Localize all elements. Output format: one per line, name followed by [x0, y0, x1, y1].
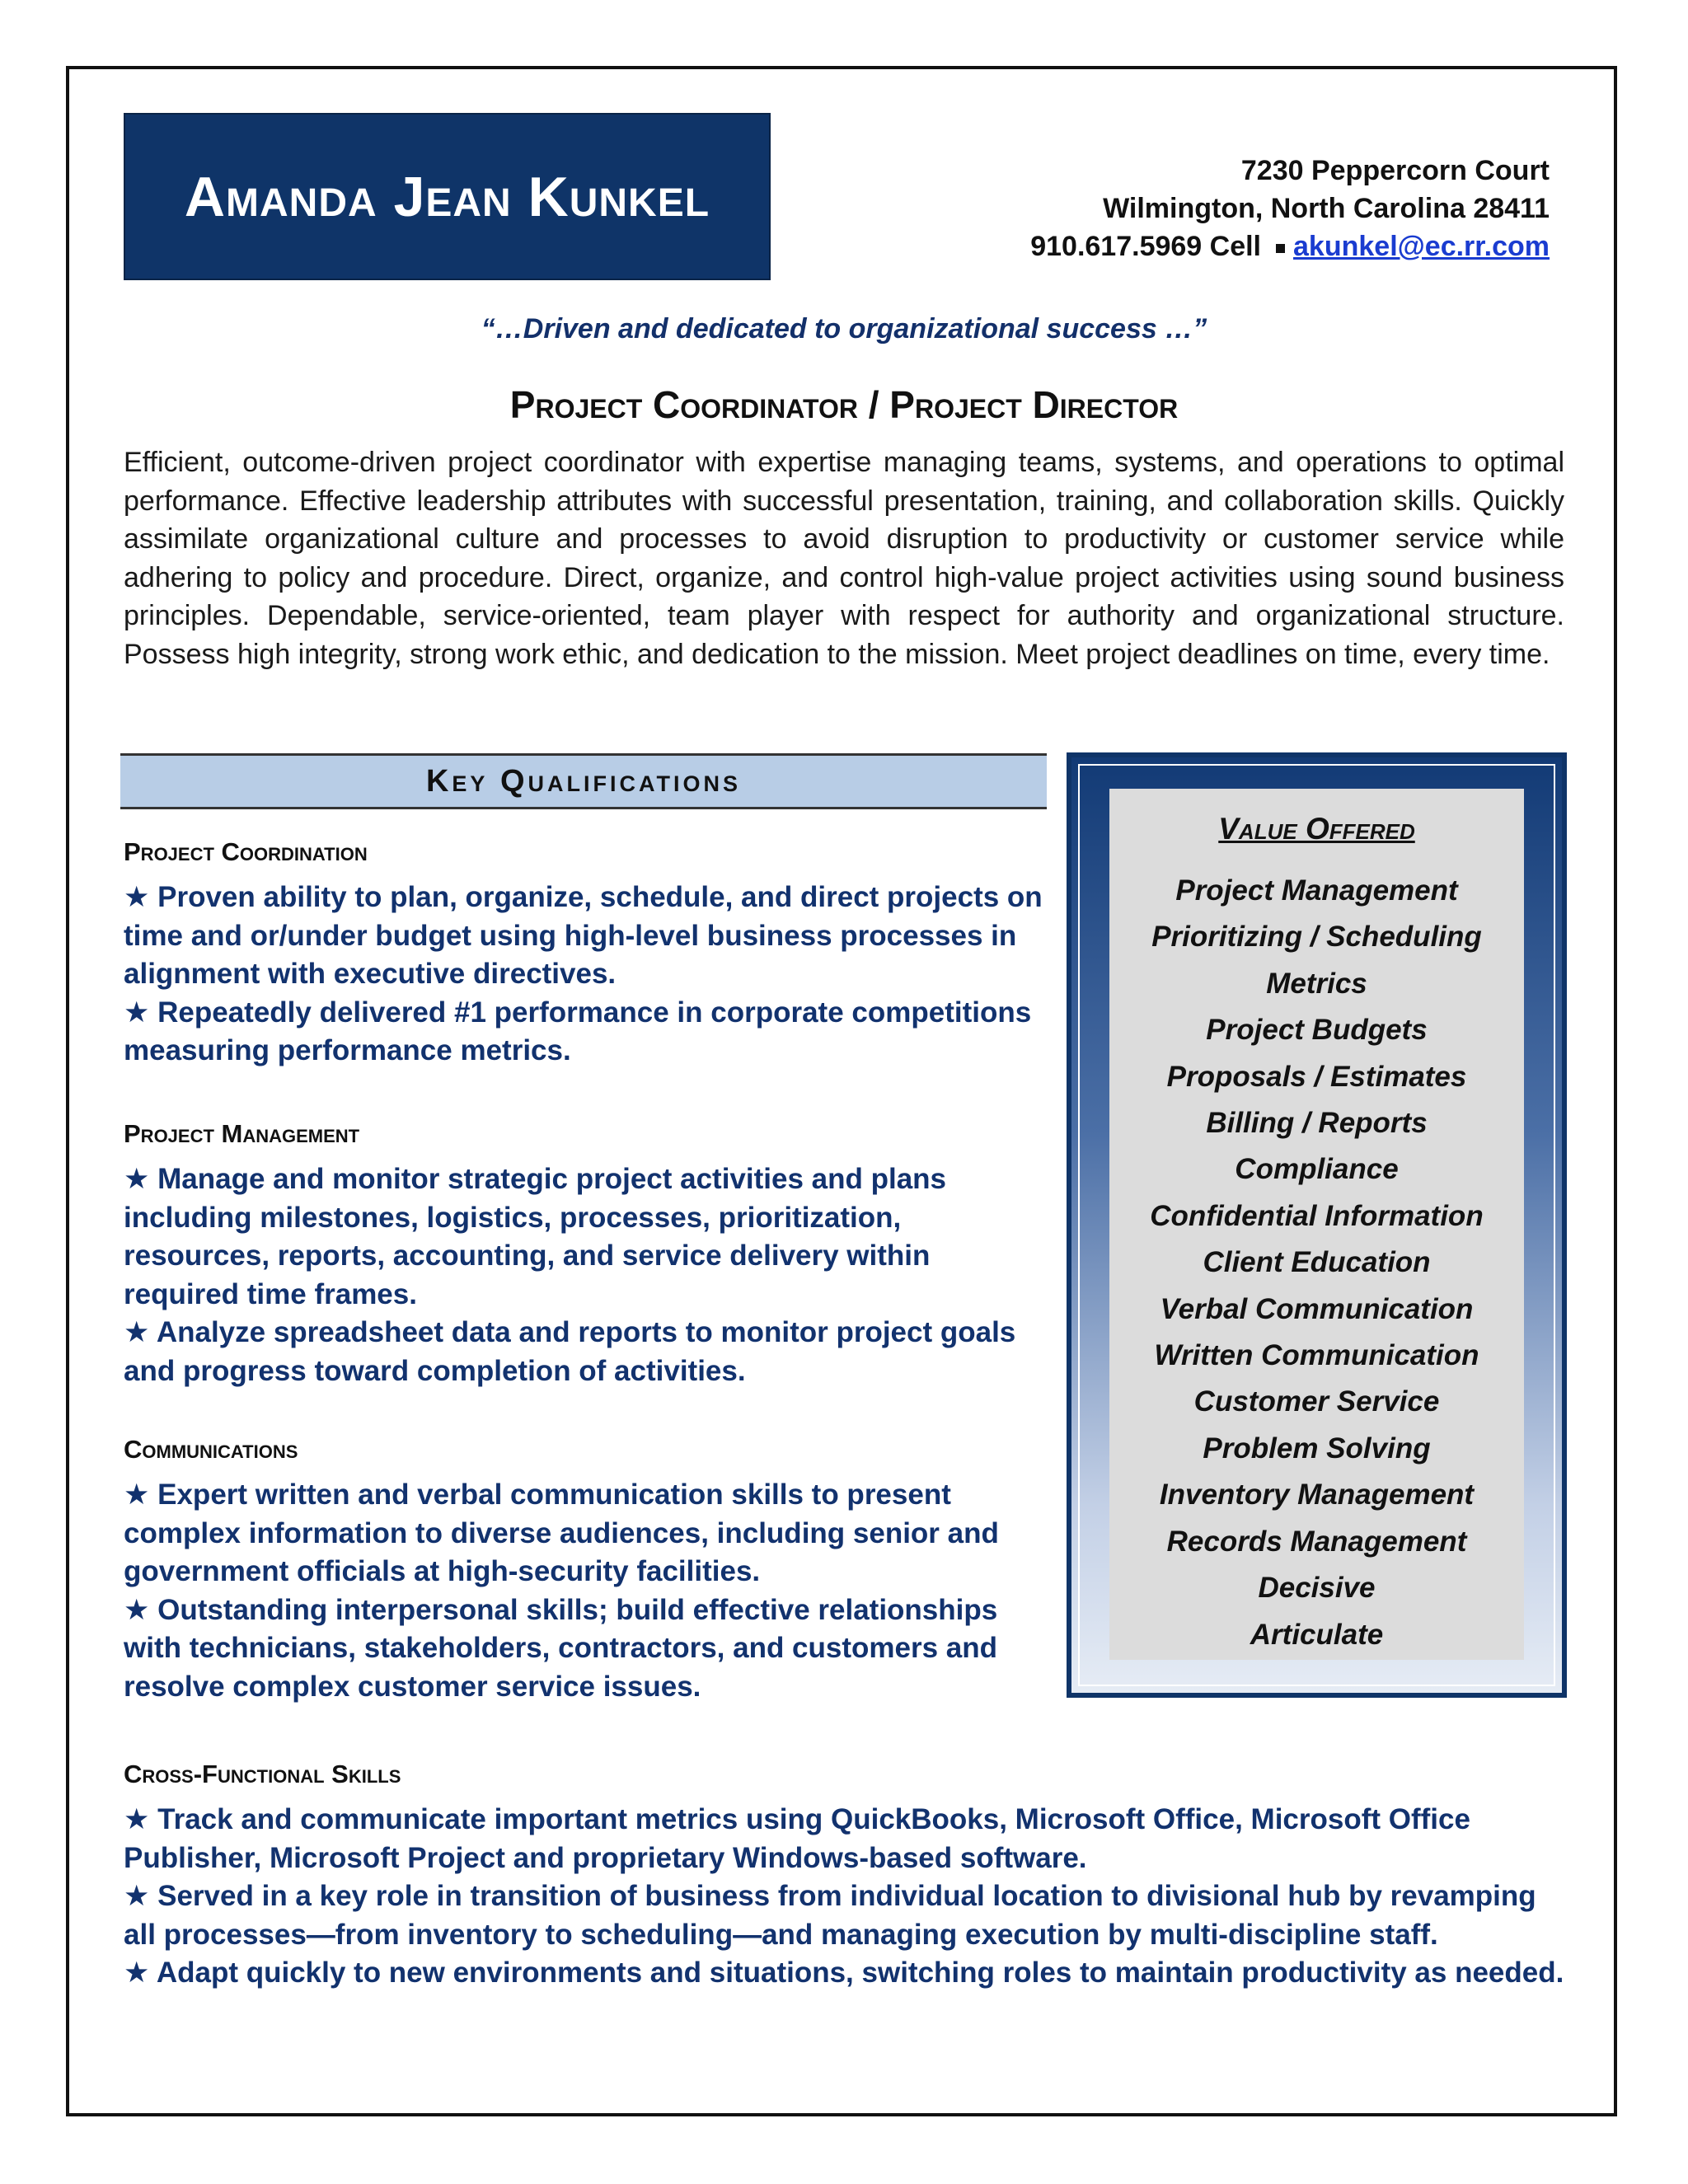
star-icon: ★: [124, 1957, 150, 1989]
value-item: Metrics: [1266, 967, 1367, 1000]
section-title: Cross-Functional Skills: [124, 1760, 401, 1788]
bullet-item: [124, 1476, 1047, 1591]
value-item: Client Education: [1203, 1246, 1431, 1279]
bullet-item: [124, 994, 1047, 1071]
professional-summary: Efficient, outcome-driven project coordinator with expertise managing teams, systems, and operations to optimal performance. Effective leadership attributes with successful presentation, training, and collaboration skills. Quickly assimilate organizational culture and processes to avoid disruption to productivity or customer service while adhering to policy and procedure. Direct, organize, and control high-value project activities using sound business principles. Dependable, service-oriented, team player with respect for authority and organizational structure. Possess high integrity, strong work ethic, and dedication to the mission. Meet project deadlines on time, every time.: [124, 447, 1564, 670]
bullet-item: [124, 1591, 1047, 1707]
value-item: Inventory Management: [1159, 1479, 1475, 1511]
bullet-text: Track and communicate important metrics using QuickBooks, Microsoft Office, Microsoft Office Publisher, Microsoft Project and proprietary Windows-based software.: [124, 1803, 1470, 1874]
section-communications: [124, 1435, 1047, 1706]
value-item: Proposals / Estimates: [1166, 1060, 1467, 1093]
address-line-1: 7230 Peppercorn Court: [1240, 155, 1550, 186]
email-link[interactable]: akunkel@ec.rr.com: [1293, 231, 1550, 262]
section-title: Project Management: [124, 1119, 360, 1148]
value-item: Compliance: [1235, 1153, 1399, 1186]
star-icon: ★: [124, 996, 150, 1029]
section-title: Project Coordination: [124, 837, 368, 866]
star-icon: ★: [124, 1803, 150, 1835]
star-icon: ★: [124, 881, 150, 913]
bullet-item: [124, 1314, 1047, 1390]
bullet-item: [124, 1160, 1047, 1314]
bullet-text: Analyze spreadsheet data and reports to monitor project goals and progress toward completion of activities.: [124, 1316, 1016, 1387]
value-item: Articulate: [1250, 1618, 1384, 1651]
bullet-text: Adapt quickly to new environments and situations, switching roles to maintain productivity as needed.: [156, 1957, 1564, 1989]
key-qualifications-title: Key Qualifications: [425, 763, 742, 799]
value-item: Records Management: [1166, 1525, 1467, 1558]
bullet-text: Manage and monitor strategic project activities and plans including milestones, logistics, processes, prioritization, resources, reports, accounting, and service delivery within required time frames.: [124, 1163, 947, 1310]
bullet-item: [124, 1954, 1574, 1993]
address-line-2: Wilmington, North Carolina 28411: [1103, 193, 1550, 224]
section-cross-functional-skills: [124, 1760, 1574, 1993]
star-icon: ★: [124, 1880, 150, 1912]
tagline: “…Driven and dedicated to organizational success …”: [481, 313, 1207, 344]
section-title: Communications: [124, 1435, 298, 1464]
value-offered-list: [1109, 868, 1524, 1658]
bullet-item: [124, 1877, 1574, 1954]
candidate-name: Amanda Jean Kunkel: [184, 165, 710, 228]
bullet-text: Proven ability to plan, organize, schedule, and direct projects on time and or/under budget using high-level business processes in alignment with executive directives.: [124, 881, 1043, 990]
bullet-item: [124, 1801, 1574, 1877]
value-offered-title: Value Offered: [1218, 812, 1415, 846]
value-item: Customer Service: [1193, 1385, 1440, 1418]
star-icon: ★: [124, 1479, 150, 1511]
section-project-coordination: [124, 837, 1047, 1071]
star-icon: ★: [124, 1163, 150, 1195]
resume-headline: Project Coordinator / Project Director: [509, 383, 1179, 426]
name-banner: [124, 113, 771, 280]
value-item: Verbal Communication: [1160, 1292, 1474, 1325]
square-bullet-icon: [1276, 244, 1285, 253]
value-item: Prioritizing / Scheduling: [1151, 921, 1482, 954]
bullet-text: Served in a key role in transition of business from individual location to divisional hub by revamping all processes—from inventory to scheduling—and managing execution by multi-discipline staff.: [124, 1880, 1536, 1951]
bullet-text: Repeatedly delivered #1 performance in corporate competitions measuring performance metrics.: [124, 996, 1032, 1066]
value-offered-panel: [1109, 789, 1524, 1660]
value-item: Project Management: [1175, 874, 1458, 907]
key-qualifications-header: [120, 753, 1047, 809]
star-icon: ★: [124, 1316, 150, 1348]
bullet-text: Expert written and verbal communication skills to present complex information to diverse audiences, including senior and government officials at high-security facilities.: [124, 1479, 999, 1587]
section-project-management: [124, 1119, 1047, 1390]
value-item: Project Budgets: [1206, 1014, 1428, 1047]
phone: 910.617.5969 Cell: [1030, 231, 1262, 262]
value-item: Written Communication: [1154, 1339, 1479, 1372]
value-item: Confidential Information: [1150, 1199, 1484, 1232]
star-icon: ★: [124, 1593, 150, 1626]
bullet-item: [124, 879, 1047, 994]
phone-email-line: [1030, 227, 1550, 265]
contact-block: [1030, 152, 1550, 265]
value-item: Decisive: [1258, 1572, 1376, 1605]
bullet-text: Outstanding interpersonal skills; build effective relationships with technicians, stakeholders, contractors, and customers and resolve complex customer service issues.: [124, 1593, 998, 1703]
value-item: Billing / Reports: [1206, 1107, 1428, 1140]
value-item: Problem Solving: [1203, 1432, 1431, 1465]
